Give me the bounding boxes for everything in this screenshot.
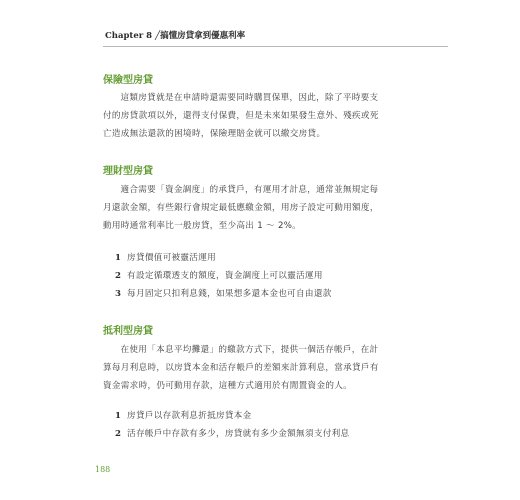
section-title-offset-mortgage: 抵利型房貸 <box>103 326 153 337</box>
list-number: 3 <box>115 289 122 299</box>
chapter-header: Chapter 8 ╱搞懂房貸拿到優惠利率 <box>105 31 246 41</box>
list-text: 每月固定只扣利息錢，如果想多還本金也可自由還款 <box>127 289 332 299</box>
feature-list-wealth-mortgage <box>115 249 332 303</box>
list-item <box>115 267 332 285</box>
list-item <box>115 285 332 303</box>
section-paragraph-offset-mortgage: 在使用「本息平均攤還」的繳款方式下，提供一個活存帳戶，在計算每月利息時，以房貸本金和活存帳戶的差額來計算利息，當承貸戶有資金需求時，仍可動用存款，這種方式適用於有閒置資金的人。 <box>103 345 379 391</box>
list-number: 2 <box>115 429 122 439</box>
list-item <box>115 407 349 425</box>
list-item <box>115 425 349 443</box>
section-title-wealth-mortgage: 理財型房貸 <box>103 166 153 177</box>
page-number: 188 <box>95 465 111 474</box>
list-number: 1 <box>115 253 122 263</box>
list-text: 有設定循環透支的額度，資金調度上可以靈活運用 <box>127 271 323 281</box>
list-item <box>115 249 332 267</box>
feature-list-offset-mortgage <box>115 407 349 443</box>
section-paragraph-insurance-mortgage: 這類房貸就是在申請時還需要同時購買保單，因此，除了平時要支付的房貸款項以外，還得支付保費，但是未來如果發生意外、殘疾或死亡造成無法還款的困境時，保險理賠金就可以繳交房貸。 <box>103 93 379 139</box>
list-number: 2 <box>115 271 122 281</box>
list-text: 房貸價值可被靈活運用 <box>127 253 216 263</box>
header-divider <box>103 46 448 47</box>
list-number: 1 <box>115 411 122 421</box>
section-paragraph-wealth-mortgage: 適合需要「資金調度」的承貸戶，有運用才計息，通常並無規定每月還款金額，有些銀行會規定最低應繳金額，用房子設定可動用額度，動用時通常利率比一般房貸，至少高出 1 ～ 2%。 <box>103 185 379 231</box>
list-text: 活存帳戶中存款有多少，房貸就有多少金額無須支付利息 <box>127 429 350 439</box>
section-title-insurance-mortgage: 保險型房貸 <box>103 75 153 86</box>
list-text: 房貸戶以存款利息折抵房貸本金 <box>127 411 252 421</box>
